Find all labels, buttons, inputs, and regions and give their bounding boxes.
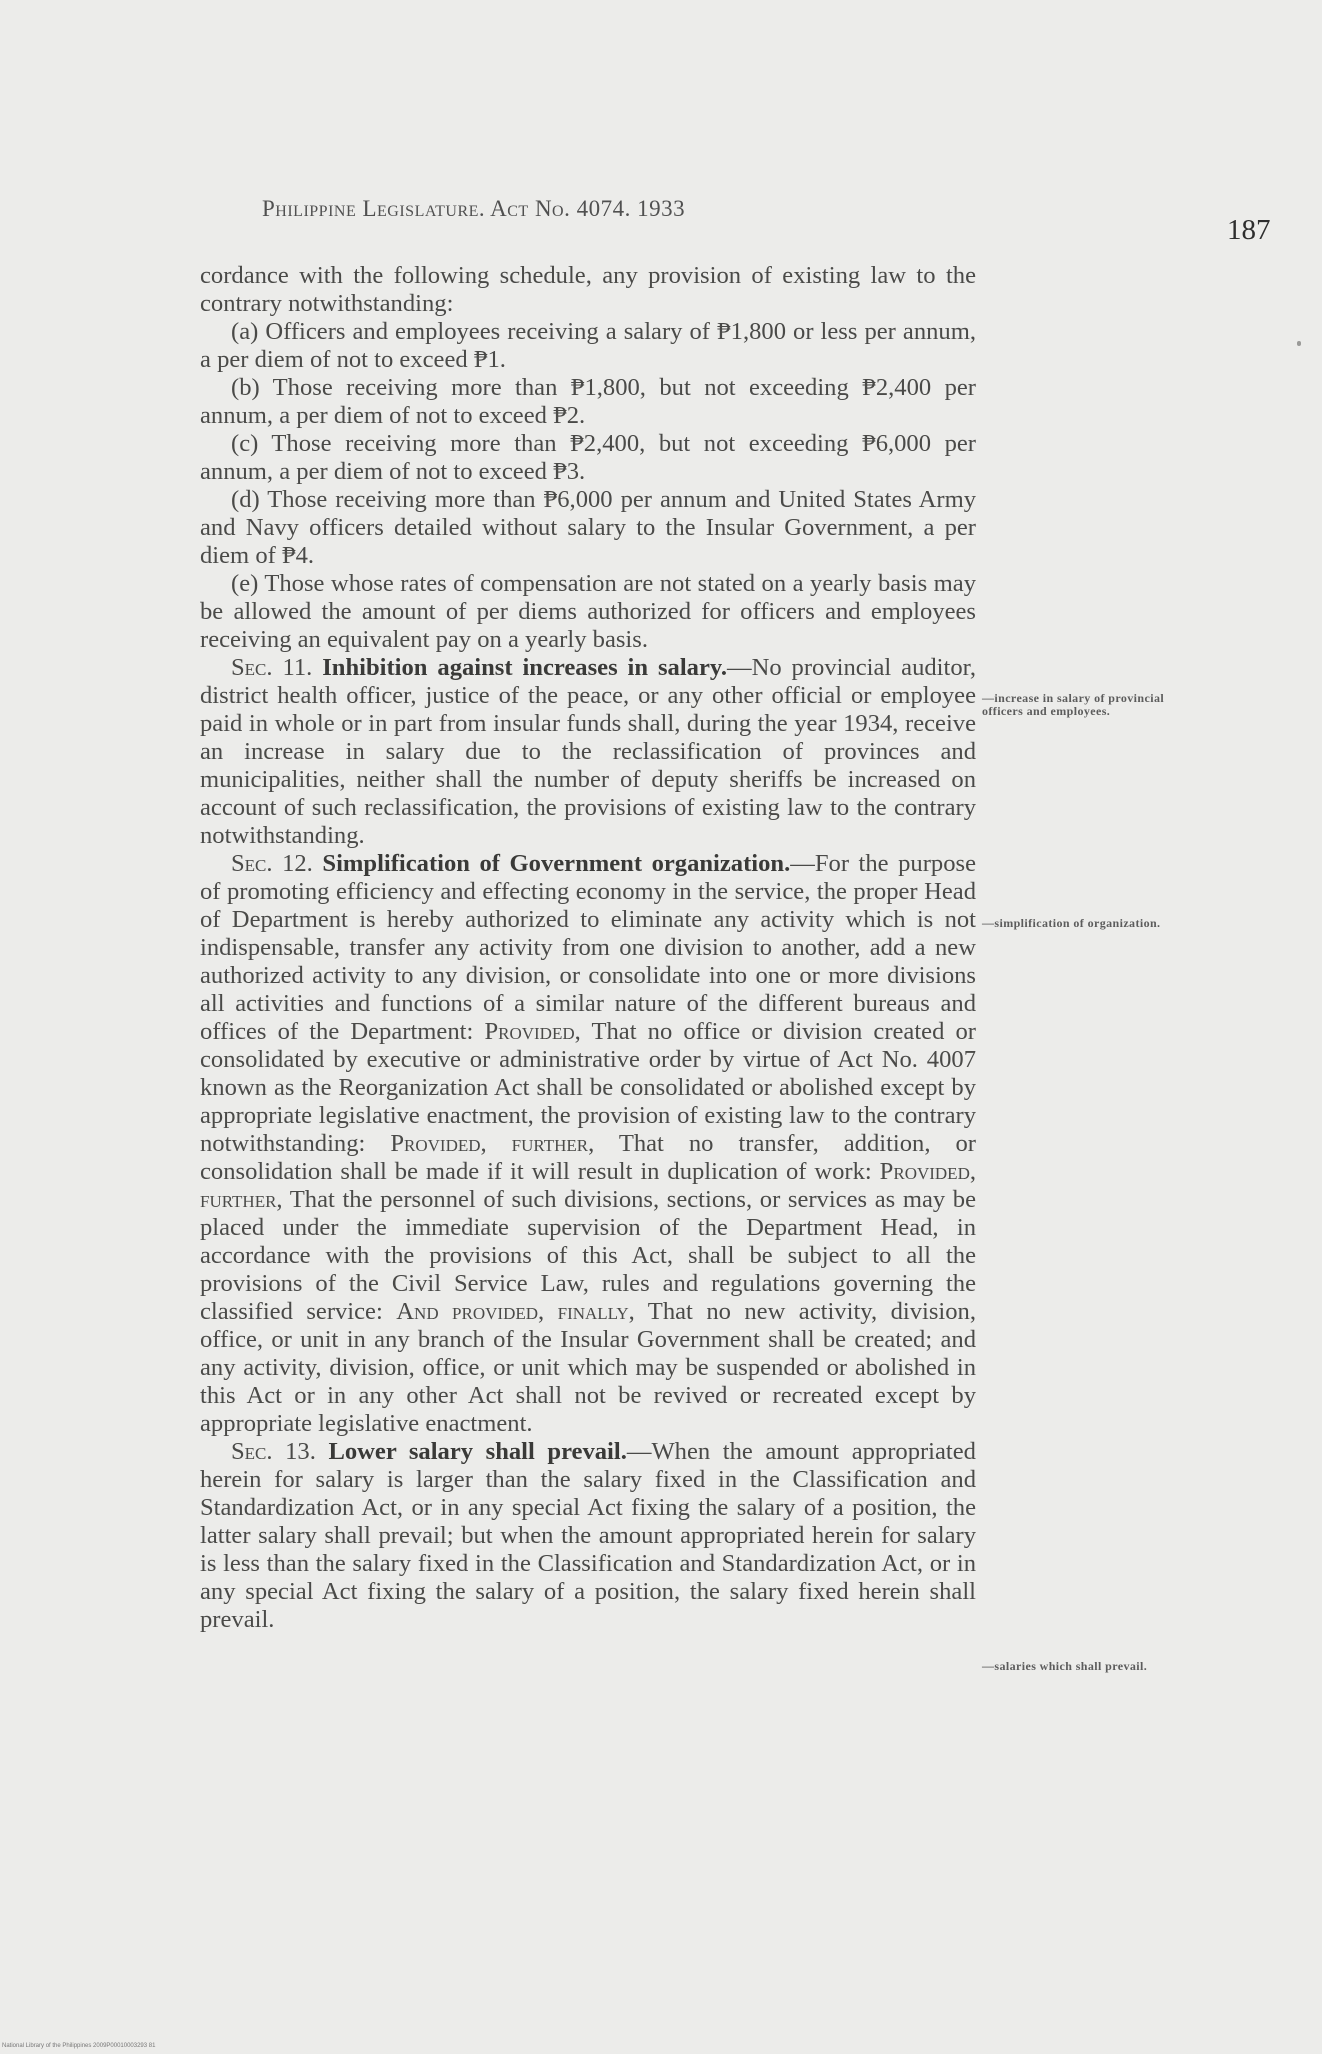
footer-credit: National Library of the Philippines 2009P00010003293 81 xyxy=(2,2043,156,2049)
proviso-1: Provided, xyxy=(484,1018,581,1045)
margin-note-section-13: —salaries which shall prevail. xyxy=(982,1659,1148,1673)
section-12-text-5: That no new activity, division, office, or unit in any branch of the Insular Government shall be created; and any activity, division, office, or unit which may be suspended or abolished in this Act or in any other Act shall not be revived or recreated except by appropriate legislative enactment. xyxy=(200,1298,976,1437)
section-13-text: —When the amount appropriated herein for salary is larger than the salary fixed in the Classification and Standardization Act, or in any special Act fixing the salary of a position, the latter salary shall prevail; but when the amount appropriated herein for salary is less than the salary fixed in the Classification and Standardization Act, or in any special Act fixing the salary of a position, the salary fixed herein shall prevail. xyxy=(200,1438,976,1633)
clause-a: (a) Officers and employees receiving a salary of ₱1,800 or less per annum, a per diem of not to exceed ₱1. xyxy=(200,318,976,373)
section-11-heading: Inhibition against increases in salary. xyxy=(322,654,727,681)
section-12 xyxy=(200,850,976,1438)
section-11 xyxy=(200,654,976,850)
margin-note-section-12: —simplification of organization. xyxy=(982,916,1161,930)
opening-paragraph: cordance with the following schedule, any provision of existing law to the contrary notwithstanding: xyxy=(200,262,976,317)
section-12-text-3: That no transfer, addition, or consolidation shall be made if it will result in duplication of work: xyxy=(200,1130,976,1185)
proviso-4: And provided, finally, xyxy=(396,1298,635,1325)
clause-c: (c) Those receiving more than ₱2,400, but not exceeding ₱6,000 per annum, a per diem of not to exceed ₱3. xyxy=(200,430,976,485)
section-12-text-1: —For the purpose of promoting efficiency and effecting economy in the service, the proper Head of Department is hereby authorized to eliminate any activity which is not indispensable, transfer any activity from one division to another, add a new authorized activity to any division, or consolidate into one or more divisions all activities and functions of a similar nature of the different bureaus and offices of the Department: xyxy=(200,850,976,1045)
section-11-label: Sec. 11. xyxy=(231,654,313,681)
section-12-text-2: That no office or division created or consolidated by executive or administrative order by virtue of Act No. 4007 known as the Reorganization Act shall be consolidated or abolished except by appropriate legislative enactment, the provision of existing law to the contrary notwithstanding: xyxy=(200,1018,976,1157)
section-13-label: Sec. 13. xyxy=(231,1438,316,1465)
body-text xyxy=(200,262,976,1634)
margin-note-section-11: —increase in salary of provincial officers and employees. xyxy=(982,691,1165,718)
section-12-heading: Simplification of Government organization. xyxy=(322,850,791,877)
section-12-text-4: That the personnel of such divisions, sections, or services as may be placed under the immediate supervision of the Department Head, in accordance with the provisions of this Act, shall be subject to all the provisions of the Civil Service Law, rules and regulations governing the classified service: xyxy=(200,1186,976,1325)
clause-e: (e) Those whose rates of compensation are not stated on a yearly basis may be allowed the amount of per diems authorized for officers and employees receiving an equivalent pay on a yearly basis. xyxy=(200,570,976,653)
section-12-label: Sec. 12. xyxy=(231,850,313,877)
page-speck xyxy=(1297,341,1301,346)
clause-d: (d) Those receiving more than ₱6,000 per annum and United States Army and Navy officers detailed without salary to the Insular Government, a per diem of ₱4. xyxy=(200,486,976,569)
clause-b: (b) Those receiving more than ₱1,800, but not exceeding ₱2,400 per annum, a per diem of not to exceed ₱2. xyxy=(200,374,976,429)
section-13 xyxy=(200,1438,976,1634)
section-11-text: —No provincial auditor, district health officer, justice of the peace, or any other official or employee paid in whole or in part from insular funds shall, during the year 1934, receive an increase in salary due to the reclassification of provinces and municipalities, neither shall the number of deputy sheriffs be increased on account of such reclassification, the provisions of existing law to the contrary notwithstanding. xyxy=(200,654,976,849)
running-head: Philippine Legislature. Act No. 4074. 1933 xyxy=(262,196,686,221)
proviso-2: Provided, further, xyxy=(390,1130,595,1157)
section-13-heading: Lower salary shall prevail. xyxy=(328,1438,627,1465)
page-number: 187 xyxy=(1227,214,1271,246)
proviso-3: Provided, further, xyxy=(200,1158,976,1213)
